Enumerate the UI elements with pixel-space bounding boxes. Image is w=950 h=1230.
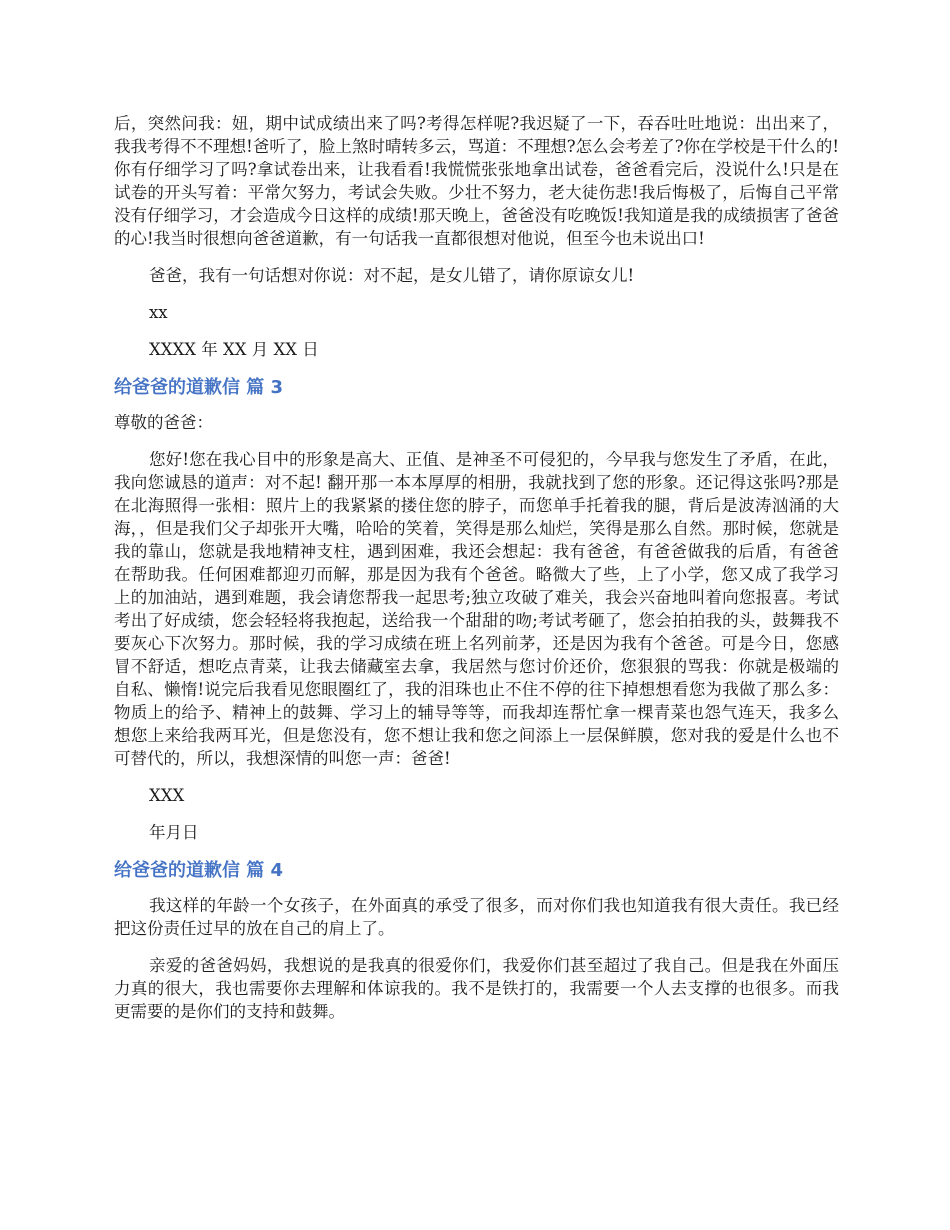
- signature-date: 年月日: [149, 823, 199, 842]
- paragraph-responsibility: 我这样的年龄一个女孩子，在外面真的承受了很多，而对你们我也知道我有很大责任。我已经把这份责任过早的放在自己的肩上了。: [114, 896, 839, 938]
- signature-name: XXX: [149, 786, 185, 805]
- paragraph-love: 亲爱的爸爸妈妈，我想说的是我真的很爱你们，我爱你们甚至超过了我自己。但是我在外面压力真的很大，我也需要你去理解和体谅我的。我不是铁打的，我需要一个人去支撑的也很多。而我更需要的是你们的支持和鼓舞。: [114, 956, 839, 1021]
- paragraph-continuation: 后，突然问我：妞，期中试成绩出来了吗?考得怎样呢?我迟疑了一下，吞吞吐吐地说：出出来了，我我考得不不理想!爸听了，脸上煞时晴转多云，骂道：不理想?怎么会考差了?你在学校是干什么的!你有仔细学习了吗?拿试卷出来，让我看看!我慌慌张张地拿出试卷，爸爸看完后，没说什么!只是在试卷的开头写着：平常欠努力，考试会失败。少壮不努力，老大徒伤悲!我后悔极了，后悔自己平常没有仔细学习，才会造成今日这样的成绩!那天晚上，爸爸没有吃晚饭!我知道是我的成绩损害了爸爸的心!我当时很想向爸爸道歉，有一句话我一直都很想对他说，但至今也未说出口!: [114, 114, 839, 248]
- paragraph-apology: 爸爸，我有一句话想对你说：对不起，是女儿错了，请你原谅女儿!: [149, 266, 635, 285]
- signature-date: XXXX 年 XX 月 XX 日: [149, 340, 319, 359]
- section-heading-3: 给爸爸的道歉信 篇 3: [114, 377, 284, 398]
- signature-name: xx: [149, 303, 168, 322]
- section-heading-4: 给爸爸的道歉信 篇 4: [114, 860, 284, 881]
- paragraph-letter-body: 您好!您在我心目中的形象是高大、正值、是神圣不可侵犯的，今早我与您发生了矛盾，在此，我向您诚恳的道声：对不起! 翻开那一本本厚厚的相册，我就找到了您的形象。还记得这张吗?那是在北海照得一张相：照片上的我紧紧的搂住您的脖子，而您单手托着我的腿，背后是波涛汹涌的大海，，但是我们父子却张开大嘴，哈哈的笑着，笑得是那么灿烂，笑得是那么自然。那时候，您就是我的靠山，您就是我地精神支柱，遇到困难，我还会想起：我有爸爸，有爸爸做我的后盾，有爸爸在帮助我。任何困难都迎刃而解，那是因为我有个爸爸。略微大了些，上了小学，您又成了我学习上的加油站，遇到难题，我会请您帮我一起思考;独立攻破了难关，我会兴奋地叫着向您报喜。考试考出了好成绩，您会轻轻将我抱起，送给我一个甜甜的吻;考试考砸了，您会拍拍我的头，鼓舞我不要灰心下次努力。那时候，我的学习成绩在班上名列前茅，还是因为我有个爸爸。可是今日，您感冒不舒适，想吃点青菜，让我去储藏室去拿，我居然与您讨价还价，您狠狠的骂我：你就是极端的自私、懒惰!说完后我看见您眼圈红了，我的泪珠也止不住不停的往下掉想想看您为我做了那么多：物质上的给予、精神上的鼓舞、学习上的辅导等等，而我却连帮忙拿一棵青菜也怨气连天，我多么想您上来给我两耳光，但是您没有，您不想让我和您之间添上一层保鲜膜，您对我的爱是什么也不可替代的，所以，我想深情的叫您一声：爸爸!: [114, 450, 839, 768]
- salutation: 尊敬的爸爸：: [114, 413, 213, 432]
- document-page: [114, 112, 839, 1037]
